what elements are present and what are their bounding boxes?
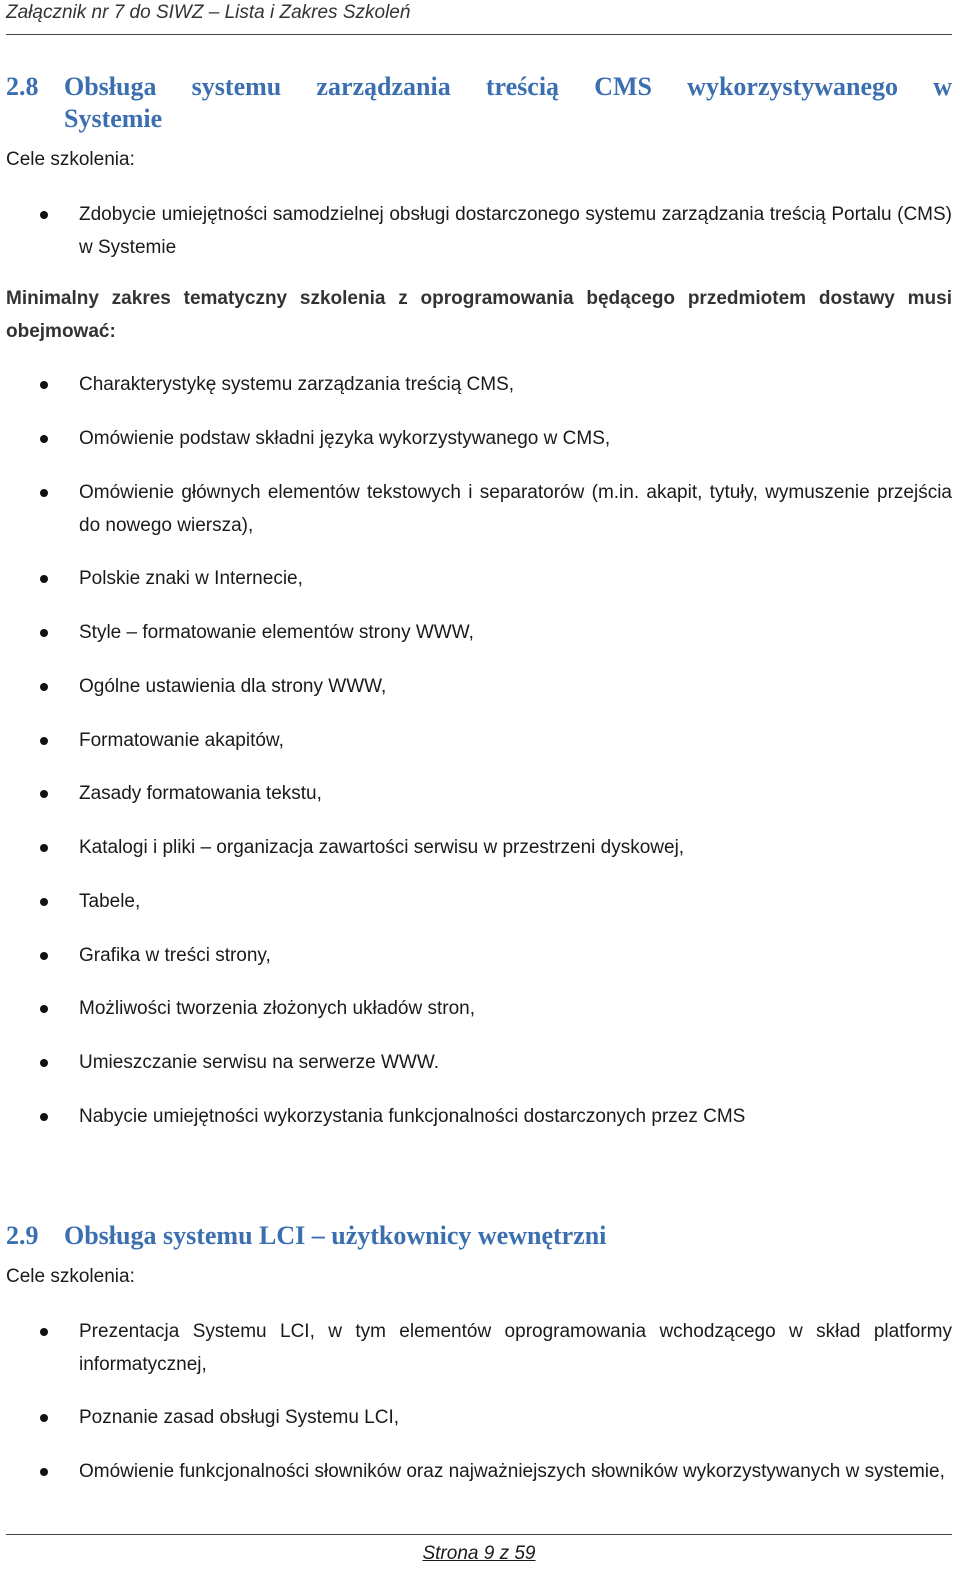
list-item: Nabycie umiejętności wykorzystania funkcjonalności dostarczonych przez CMS	[40, 1100, 952, 1133]
list-item: Prezentacja Systemu LCI, w tym elementów oprogramowania wchodzącego w skład platformy informatycznej,	[40, 1315, 952, 1381]
list-item: Polskie znaki w Internecie,	[40, 562, 952, 595]
bullet-icon	[40, 898, 48, 906]
list-item: Poznanie zasad obsługi Systemu LCI,	[40, 1401, 952, 1434]
page-header	[6, 0, 952, 35]
section-title: Obsługa systemu LCI – użytkownicy wewnętrzni	[64, 1221, 607, 1250]
section-title-line1	[64, 71, 952, 103]
title-word: wykorzystywanego	[687, 72, 899, 101]
list-item: Style – formatowanie elementów strony WWW,	[40, 616, 952, 649]
bullet-icon	[40, 489, 48, 497]
bullet-icon	[40, 952, 48, 960]
bullet-icon	[40, 1005, 48, 1013]
list-item: Omówienie głównych elementów tekstowych i separatorów (m.in. akapit, tytuły, wymuszenie przejścia do nowego wiersza),	[40, 476, 952, 542]
list-item: Formatowanie akapitów,	[40, 724, 952, 757]
list-item: Grafika w treści strony,	[40, 939, 952, 972]
list-item: Omówienie podstaw składni języka wykorzystywanego w CMS,	[40, 422, 952, 455]
section-heading-2-9	[6, 1220, 952, 1252]
bullet-icon	[40, 1059, 48, 1067]
bullet-icon	[40, 1414, 48, 1422]
title-word: systemu	[191, 72, 282, 101]
page-number: Strona 9 z 59	[422, 1543, 536, 1564]
list-item: Katalogi i pliki – organizacja zawartości serwisu w przestrzeni dyskowej,	[40, 831, 952, 864]
bullet-icon	[40, 575, 48, 583]
goals-label: Cele szkolenia:	[6, 149, 135, 170]
bullet-icon	[40, 381, 48, 389]
list-item: Zdobycie umiejętności samodzielnej obsługi dostarczonego systemu zarządzania treścią Portalu (CMS) w Systemie	[40, 198, 952, 264]
bullet-icon	[40, 737, 48, 745]
bullet-icon	[40, 683, 48, 691]
title-word: w	[933, 72, 952, 101]
header-title: Załącznik nr 7 do SIWZ – Lista i Zakres Szkoleń	[6, 2, 411, 23]
title-word: CMS	[594, 72, 652, 101]
section-number: 2.9	[6, 1221, 39, 1250]
list-item: Omówienie funkcjonalności słowników oraz najważniejszych słowników wykorzystywanych w systemie,	[40, 1455, 952, 1488]
list-item: Umieszczanie serwisu na serwerze WWW.	[40, 1046, 952, 1079]
title-word: Obsługa	[64, 72, 157, 101]
list-item: Tabele,	[40, 885, 952, 918]
scope-label: Minimalny zakres tematyczny szkolenia z oprogramowania będącego przedmiotem dostawy musi obejmować:	[6, 288, 952, 342]
bullet-icon	[40, 1468, 48, 1476]
bullet-icon	[40, 790, 48, 798]
section-number: 2.8	[6, 72, 39, 101]
list-item: Charakterystykę systemu zarządzania treścią CMS,	[40, 368, 952, 401]
list-item: Możliwości tworzenia złożonych układów stron,	[40, 992, 952, 1025]
page-footer	[6, 1534, 952, 1574]
title-word: zarządzania	[316, 72, 451, 101]
title-word: treścią	[485, 72, 560, 101]
list-item: Zasady formatowania tekstu,	[40, 777, 952, 810]
bullet-icon	[40, 1328, 48, 1336]
bullet-icon	[40, 211, 48, 219]
bullet-icon	[40, 1113, 48, 1121]
goals-label: Cele szkolenia:	[6, 1266, 135, 1287]
bullet-icon	[40, 844, 48, 852]
list-item: Ogólne ustawienia dla strony WWW,	[40, 670, 952, 703]
bullet-icon	[40, 435, 48, 443]
section-title-line2: Systemie	[64, 104, 163, 133]
bullet-icon	[40, 629, 48, 637]
